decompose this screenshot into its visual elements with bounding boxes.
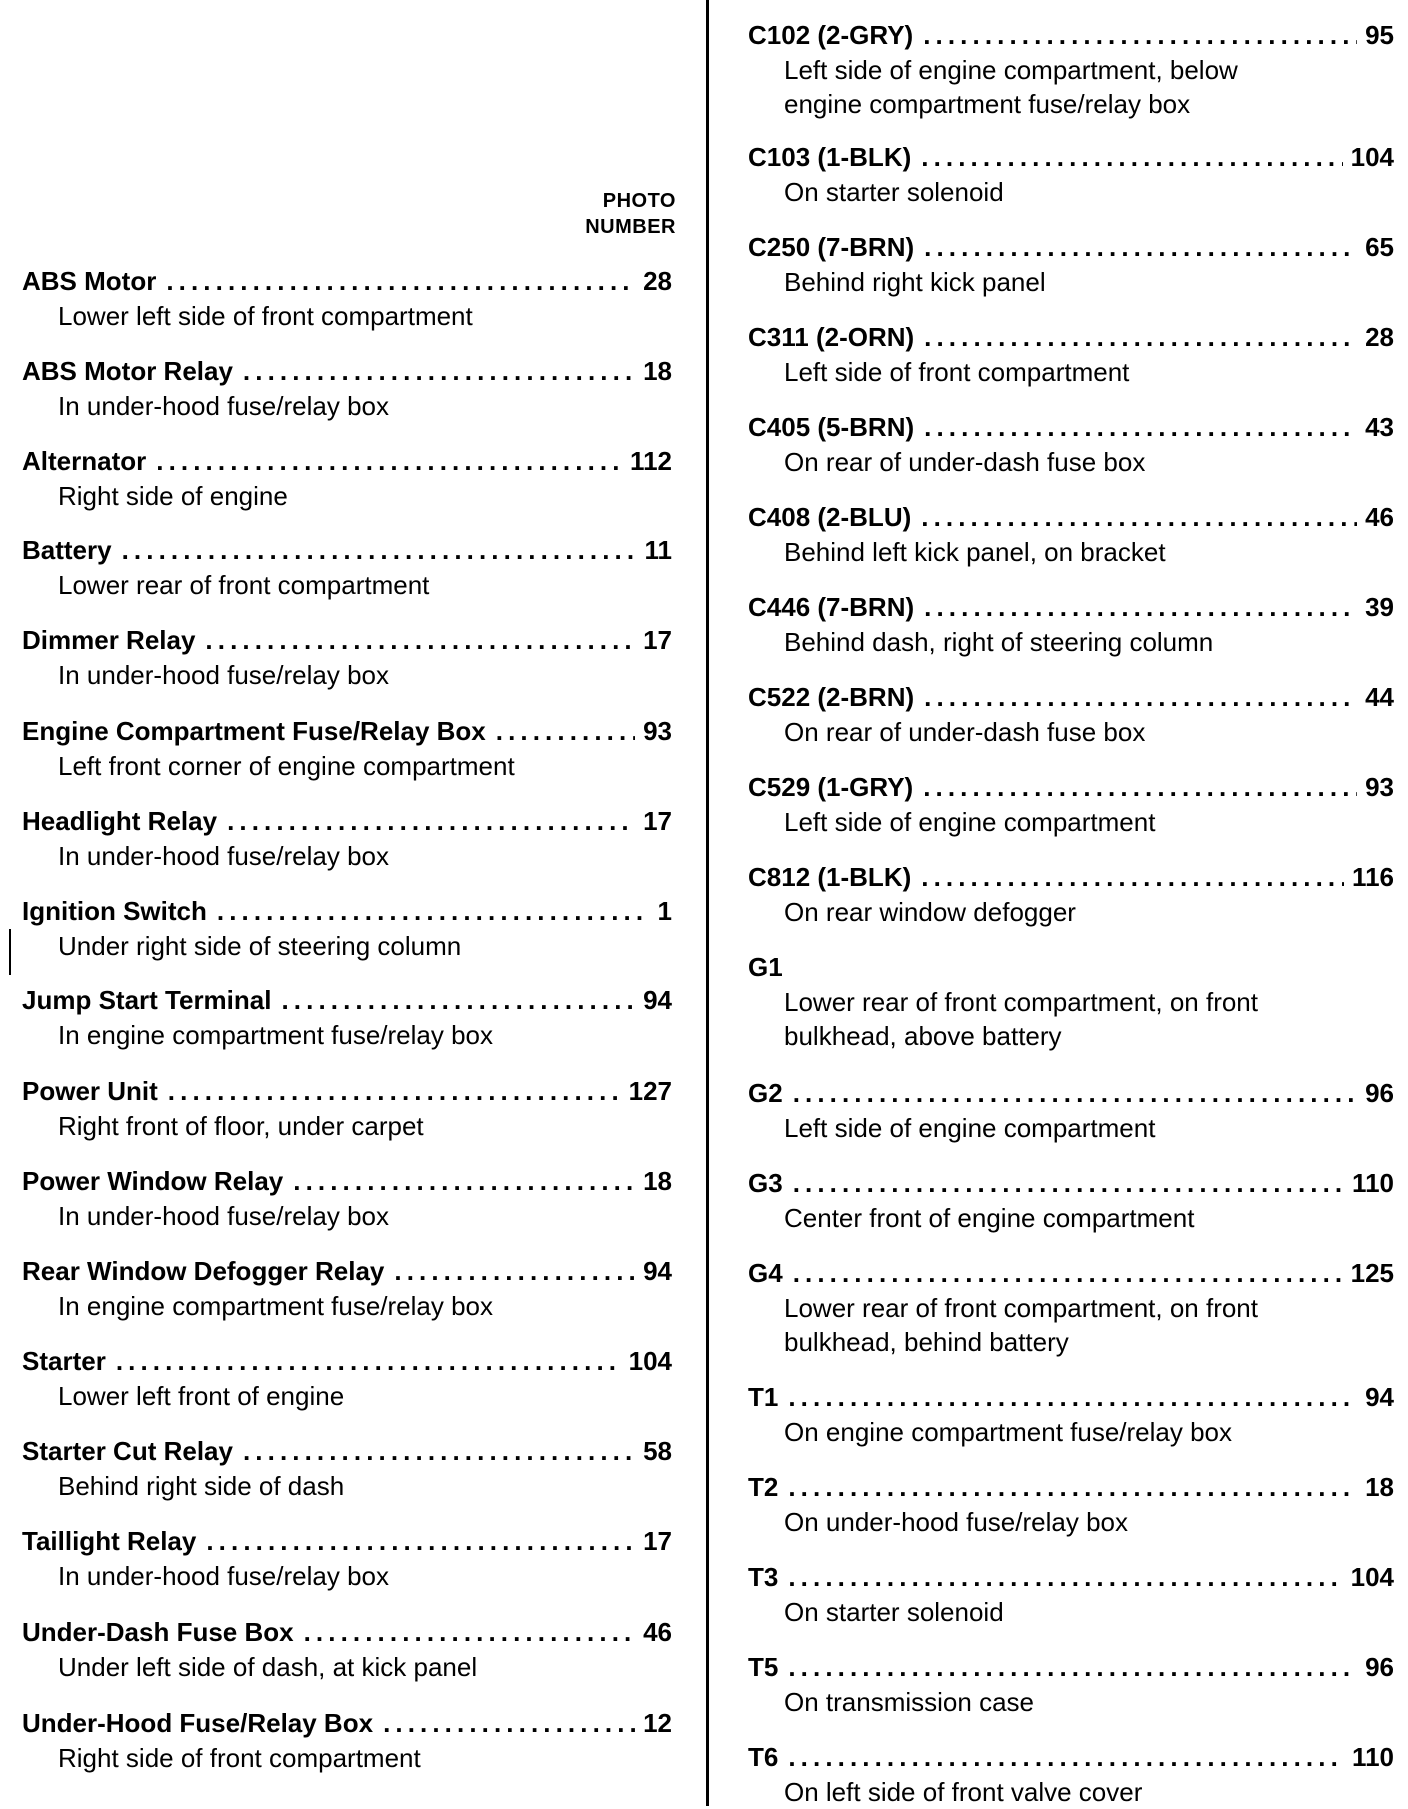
- entry-heading-line: [748, 1258, 1394, 1288]
- dot-leader: [293, 1166, 635, 1196]
- dot-leader: [793, 1078, 1357, 1108]
- photo-number: 39: [1365, 592, 1394, 622]
- dot-leader: [383, 1708, 635, 1738]
- location-line: Behind dash, right of steering column: [784, 627, 1214, 657]
- photo-number-header: [585, 188, 676, 240]
- entry-location: [22, 839, 672, 873]
- dot-leader: [788, 1652, 1357, 1682]
- entry-heading-line: [748, 1078, 1394, 1108]
- entry-heading-line: [22, 1256, 672, 1286]
- entry-heading-line: [748, 1652, 1394, 1682]
- entry-location: [22, 749, 672, 783]
- entry-name: C102 (2-GRY): [748, 20, 914, 50]
- index-entry: [22, 446, 672, 513]
- entry-location: [748, 985, 1394, 1053]
- dot-leader: [793, 1168, 1344, 1198]
- dot-leader: [166, 266, 635, 296]
- dot-leader: [921, 862, 1344, 892]
- location-line: Behind right side of dash: [58, 1471, 345, 1501]
- photo-number: 110: [1352, 1742, 1394, 1772]
- entry-heading-line: [22, 896, 672, 926]
- dot-leader: [217, 896, 650, 926]
- index-entry: [748, 772, 1394, 839]
- location-line: Left side of front compartment: [784, 357, 1130, 387]
- index-entry: [748, 592, 1394, 659]
- index-entry: [22, 625, 672, 692]
- photo-number: 1: [657, 896, 672, 926]
- photo-header-line1: PHOTO: [602, 190, 676, 212]
- entry-heading-line: [748, 952, 1394, 982]
- entry-location: [22, 299, 672, 333]
- entry-location: [22, 1289, 672, 1323]
- photo-number: 95: [1365, 20, 1394, 50]
- entry-location: [748, 1505, 1394, 1539]
- entry-name: ABS Motor Relay: [22, 356, 233, 386]
- entry-name: Alternator: [22, 446, 147, 476]
- entry-heading-line: [748, 142, 1394, 172]
- location-line: Behind left kick panel, on bracket: [784, 537, 1166, 567]
- photo-number: 104: [628, 1346, 672, 1376]
- dot-leader: [924, 682, 1357, 712]
- index-entry: [22, 1436, 672, 1503]
- entry-location: [748, 1291, 1394, 1359]
- entry-location: [748, 1685, 1394, 1719]
- entry-heading-line: [748, 862, 1394, 892]
- entry-location: [748, 53, 1394, 121]
- photo-number: 110: [1352, 1168, 1394, 1198]
- photo-number: 17: [643, 625, 672, 655]
- index-entry: [748, 1168, 1394, 1235]
- photo-header-line2: NUMBER: [585, 216, 676, 238]
- photo-number: 18: [1365, 1472, 1394, 1502]
- location-line: Center front of engine compartment: [784, 1203, 1195, 1233]
- photo-number: 17: [643, 806, 672, 836]
- entry-location: [22, 1650, 672, 1684]
- entry-heading-line: [22, 1617, 672, 1647]
- margin-mark: [9, 929, 11, 975]
- location-line: Right front of floor, under carpet: [58, 1111, 424, 1141]
- entry-location: [748, 1415, 1394, 1449]
- entry-heading-line: [22, 716, 672, 746]
- entry-location: [748, 895, 1394, 929]
- index-entry: [22, 1708, 672, 1775]
- entry-heading-line: [22, 1346, 672, 1376]
- location-line: On starter solenoid: [784, 1597, 1004, 1627]
- location-line: Lower rear of front compartment, on front: [784, 987, 1258, 1017]
- index-entry: [748, 412, 1394, 479]
- photo-number: 17: [643, 1526, 672, 1556]
- index-entry: [748, 682, 1394, 749]
- location-line: Lower left front of engine: [58, 1381, 345, 1411]
- photo-number: 28: [643, 266, 672, 296]
- index-entry: [22, 1166, 672, 1233]
- entry-name: C522 (2-BRN): [748, 682, 915, 712]
- photo-number: 18: [643, 356, 672, 386]
- location-line: Left front corner of engine compartment: [58, 751, 515, 781]
- entry-name: G1: [748, 952, 783, 982]
- entry-name: Under-Hood Fuse/Relay Box: [22, 1708, 374, 1738]
- location-line: On under-hood fuse/relay box: [784, 1507, 1128, 1537]
- location-line: In under-hood fuse/relay box: [58, 660, 389, 690]
- entry-heading-line: [748, 1168, 1394, 1198]
- index-entry: [22, 1617, 672, 1684]
- entry-location: [22, 1109, 672, 1143]
- index-entry: [748, 232, 1394, 299]
- dot-leader: [924, 232, 1357, 262]
- index-entry: [22, 266, 672, 333]
- dot-leader: [304, 1617, 635, 1647]
- entry-location: [22, 479, 672, 513]
- entry-heading-line: [748, 1382, 1394, 1412]
- entry-heading-line: [22, 1436, 672, 1466]
- entry-name: T2: [748, 1472, 779, 1502]
- entry-location: [22, 1379, 672, 1413]
- dot-leader: [116, 1346, 621, 1376]
- entry-name: G4: [748, 1258, 783, 1288]
- location-line: Left side of engine compartment: [784, 807, 1156, 837]
- index-entry: [748, 1258, 1394, 1359]
- entry-heading-line: [748, 322, 1394, 352]
- entry-location: [22, 1559, 672, 1593]
- dot-leader: [788, 1742, 1344, 1772]
- entry-heading-line: [22, 446, 672, 476]
- dot-leader: [788, 1562, 1342, 1592]
- entry-heading-line: [748, 682, 1394, 712]
- index-entry: [22, 806, 672, 873]
- dot-leader: [923, 20, 1357, 50]
- photo-number: 94: [643, 1256, 672, 1286]
- photo-number: 127: [628, 1076, 672, 1106]
- entry-name: Engine Compartment Fuse/Relay Box: [22, 716, 486, 746]
- index-entry: [748, 1382, 1394, 1449]
- entry-location: [22, 1469, 672, 1503]
- entry-location: [748, 535, 1394, 569]
- column-divider: [706, 0, 709, 1806]
- entry-name: G3: [748, 1168, 783, 1198]
- entry-location: [22, 1199, 672, 1233]
- index-entry: [748, 1742, 1394, 1809]
- photo-number: 112: [630, 446, 672, 476]
- dot-leader: [921, 502, 1357, 532]
- photo-number: 96: [1365, 1652, 1394, 1682]
- dot-leader: [227, 806, 635, 836]
- entry-heading-line: [748, 1472, 1394, 1502]
- dot-leader: [924, 412, 1357, 442]
- location-line: On engine compartment fuse/relay box: [784, 1417, 1233, 1447]
- index-entry: [22, 356, 672, 423]
- entry-name: Power Window Relay: [22, 1166, 284, 1196]
- entry-heading-line: [22, 985, 672, 1015]
- location-line: Lower rear of front compartment, on front: [784, 1293, 1258, 1323]
- dot-leader: [206, 1526, 635, 1556]
- entry-location: [748, 625, 1394, 659]
- location-line: In under-hood fuse/relay box: [58, 841, 389, 871]
- dot-leader: [924, 322, 1357, 352]
- photo-number: 94: [643, 985, 672, 1015]
- entry-heading-line: [748, 502, 1394, 532]
- dot-leader: [168, 1076, 621, 1106]
- entry-name: T5: [748, 1652, 779, 1682]
- entry-name: Battery: [22, 535, 112, 565]
- entry-name: Rear Window Defogger Relay: [22, 1256, 385, 1286]
- entry-name: C529 (1-GRY): [748, 772, 914, 802]
- entry-name: ABS Motor: [22, 266, 157, 296]
- location-line: Right side of front compartment: [58, 1743, 421, 1773]
- index-entry: [22, 1256, 672, 1323]
- entry-name: Ignition Switch: [22, 896, 207, 926]
- entry-location: [748, 1595, 1394, 1629]
- index-entry: [748, 20, 1394, 121]
- dot-leader: [205, 625, 635, 655]
- entry-name: Headlight Relay: [22, 806, 218, 836]
- index-entry: [748, 322, 1394, 389]
- index-entry: [22, 1526, 672, 1593]
- location-line: Left side of engine compartment: [784, 1113, 1156, 1143]
- entry-heading-line: [22, 1708, 672, 1738]
- entry-name: T1: [748, 1382, 779, 1412]
- entry-location: [748, 1111, 1394, 1145]
- index-entry: [22, 896, 672, 963]
- entry-name: T3: [748, 1562, 779, 1592]
- entry-name: Power Unit: [22, 1076, 158, 1106]
- index-entry: [22, 535, 672, 602]
- entry-heading-line: [748, 232, 1394, 262]
- entry-name: C408 (2-BLU): [748, 502, 912, 532]
- dot-leader: [793, 1258, 1343, 1288]
- photo-number: 28: [1365, 322, 1394, 352]
- location-line: On rear window defogger: [784, 897, 1076, 927]
- location-line: On starter solenoid: [784, 177, 1004, 207]
- entry-heading-line: [22, 356, 672, 386]
- entry-name: Under-Dash Fuse Box: [22, 1617, 294, 1647]
- index-entry: [748, 502, 1394, 569]
- dot-leader: [156, 446, 622, 476]
- entry-location: [22, 658, 672, 692]
- entry-heading-line: [748, 20, 1394, 50]
- index-entry: [748, 142, 1394, 209]
- dot-leader: [788, 1382, 1357, 1412]
- index-entry: [22, 716, 672, 783]
- photo-number: 44: [1365, 682, 1394, 712]
- entry-name: C103 (1-BLK): [748, 142, 912, 172]
- location-line: In under-hood fuse/relay box: [58, 1201, 389, 1231]
- index-entry: [748, 1562, 1394, 1629]
- location-line: In engine compartment fuse/relay box: [58, 1020, 494, 1050]
- entry-location: [22, 929, 672, 963]
- location-line: Behind right kick panel: [784, 267, 1046, 297]
- location-line: engine compartment fuse/relay box: [784, 89, 1191, 119]
- photo-number: 46: [643, 1617, 672, 1647]
- entry-heading-line: [748, 772, 1394, 802]
- entry-name: Starter Cut Relay: [22, 1436, 233, 1466]
- entry-heading-line: [22, 535, 672, 565]
- dot-leader: [243, 356, 635, 386]
- photo-number: 93: [1365, 772, 1394, 802]
- entry-name: Dimmer Relay: [22, 625, 196, 655]
- location-line: In under-hood fuse/relay box: [58, 391, 389, 421]
- entry-location: [748, 1775, 1394, 1809]
- entry-location: [22, 1018, 672, 1052]
- entry-name: Taillight Relay: [22, 1526, 197, 1556]
- entry-heading-line: [22, 1076, 672, 1106]
- entry-heading-line: [22, 266, 672, 296]
- entry-name: C812 (1-BLK): [748, 862, 912, 892]
- entry-location: [748, 715, 1394, 749]
- entry-heading-line: [748, 1562, 1394, 1592]
- photo-number: 104: [1350, 1562, 1394, 1592]
- photo-number: 11: [644, 535, 672, 565]
- dot-leader: [923, 772, 1357, 802]
- entry-location: [748, 175, 1394, 209]
- index-entry: [748, 1652, 1394, 1719]
- entry-heading-line: [22, 806, 672, 836]
- entry-location: [748, 265, 1394, 299]
- location-line: In engine compartment fuse/relay box: [58, 1291, 494, 1321]
- location-line: bulkhead, above battery: [784, 1021, 1062, 1051]
- entry-location: [22, 389, 672, 423]
- dot-leader: [394, 1256, 635, 1286]
- dot-leader: [243, 1436, 635, 1466]
- index-entry: [22, 985, 672, 1052]
- photo-number: 116: [1352, 862, 1394, 892]
- location-line: Left side of engine compartment, below: [784, 55, 1238, 85]
- index-entry: [22, 1076, 672, 1143]
- photo-number: 94: [1365, 1382, 1394, 1412]
- photo-number: 125: [1350, 1258, 1394, 1288]
- dot-leader: [122, 535, 637, 565]
- location-line: Under right side of steering column: [58, 931, 462, 961]
- entry-name: T6: [748, 1742, 779, 1772]
- photo-number: 104: [1350, 142, 1394, 172]
- entry-name: C250 (7-BRN): [748, 232, 915, 262]
- entry-heading-line: [22, 625, 672, 655]
- dot-leader: [281, 985, 635, 1015]
- dot-leader: [496, 716, 635, 746]
- location-line: In under-hood fuse/relay box: [58, 1561, 389, 1591]
- location-line: Right side of engine: [58, 481, 288, 511]
- location-line: On transmission case: [784, 1687, 1034, 1717]
- entry-heading-line: [748, 592, 1394, 622]
- entry-location: [748, 1201, 1394, 1235]
- entry-location: [748, 445, 1394, 479]
- entry-name: C446 (7-BRN): [748, 592, 915, 622]
- index-entry: [748, 952, 1394, 1053]
- entry-name: Jump Start Terminal: [22, 985, 272, 1015]
- dot-leader: [921, 142, 1342, 172]
- dot-leader: [924, 592, 1357, 622]
- entry-location: [748, 355, 1394, 389]
- entry-name: Starter: [22, 1346, 106, 1376]
- location-line: Lower rear of front compartment: [58, 570, 430, 600]
- entry-heading-line: [748, 412, 1394, 442]
- location-line: Under left side of dash, at kick panel: [58, 1652, 478, 1682]
- photo-number: 12: [643, 1708, 672, 1738]
- index-entry: [748, 862, 1394, 929]
- entry-location: [22, 1741, 672, 1775]
- photo-number: 96: [1365, 1078, 1394, 1108]
- location-line: On rear of under-dash fuse box: [784, 447, 1146, 477]
- entry-name: C311 (2-ORN): [748, 322, 915, 352]
- photo-number: 65: [1365, 232, 1394, 262]
- photo-number: 93: [643, 716, 672, 746]
- entry-name: G2: [748, 1078, 783, 1108]
- location-line: bulkhead, behind battery: [784, 1327, 1069, 1357]
- dot-leader: [788, 1472, 1357, 1502]
- location-line: On rear of under-dash fuse box: [784, 717, 1146, 747]
- entry-location: [748, 805, 1394, 839]
- index-entry: [748, 1472, 1394, 1539]
- photo-number: 18: [643, 1166, 672, 1196]
- photo-number: 43: [1365, 412, 1394, 442]
- location-line: Lower left side of front compartment: [58, 301, 473, 331]
- index-entry: [22, 1346, 672, 1413]
- photo-number: 46: [1365, 502, 1394, 532]
- entry-location: [22, 568, 672, 602]
- entry-heading-line: [748, 1742, 1394, 1772]
- photo-number: 58: [643, 1436, 672, 1466]
- location-line: On left side of front valve cover: [784, 1777, 1143, 1807]
- entry-heading-line: [22, 1166, 672, 1196]
- index-entry: [748, 1078, 1394, 1145]
- entry-heading-line: [22, 1526, 672, 1556]
- entry-name: C405 (5-BRN): [748, 412, 915, 442]
